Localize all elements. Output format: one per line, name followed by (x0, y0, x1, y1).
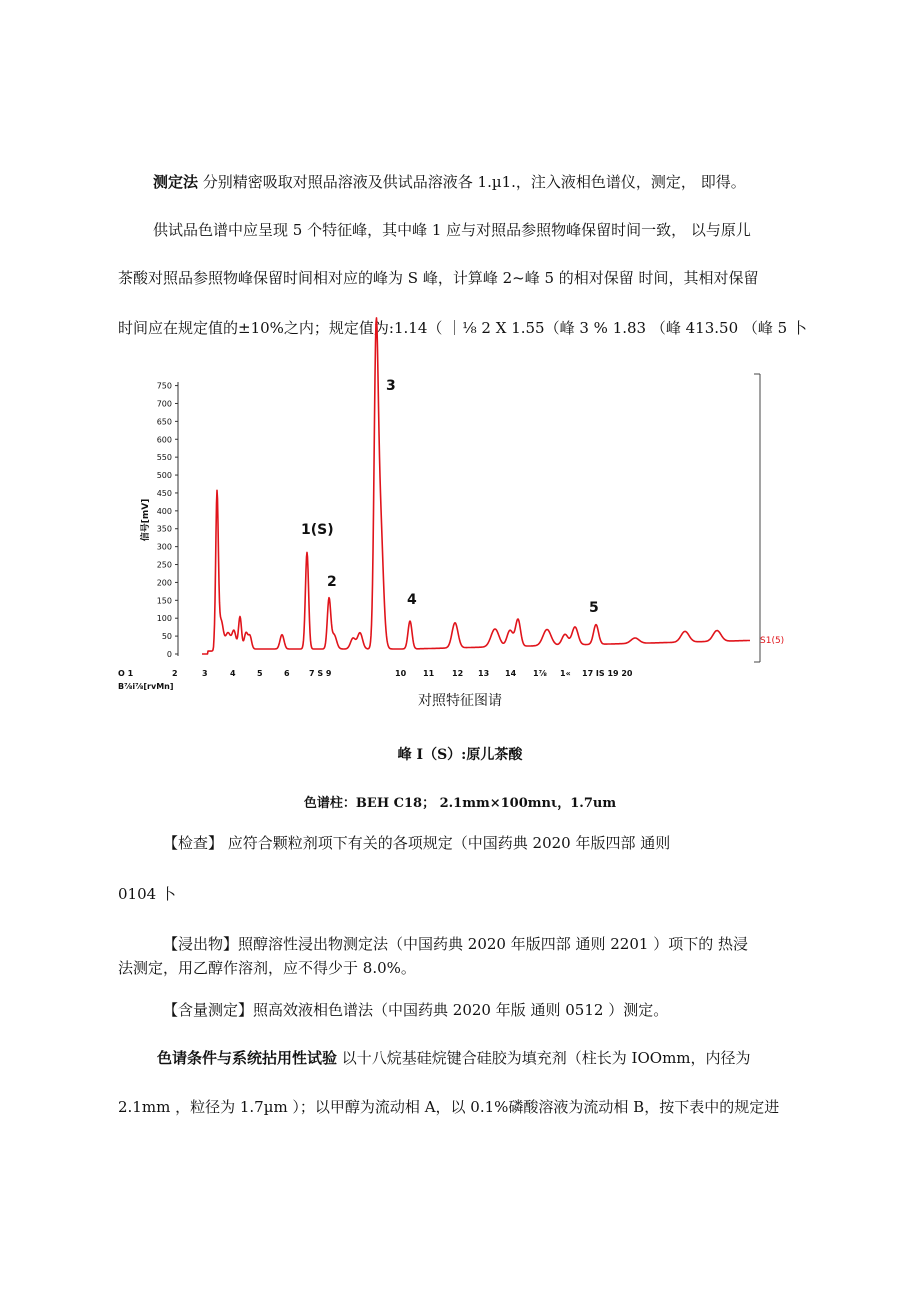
assay-method-paragraph (153, 172, 853, 192)
trace-label: S1(5) (760, 636, 785, 646)
x-tick-label: 1⅞ (533, 669, 547, 678)
y-tick-label: 500 (156, 471, 172, 481)
y-tick-label: 650 (156, 417, 172, 427)
chromatogram-trace (202, 318, 750, 654)
fingerprint-text-line-2: 茶酸对照品参照物峰保留时间相对应的峰为 S 峰，计算峰 2~峰 5 的相对保留 时间，其相对保留 (118, 269, 759, 287)
y-tick-label: 700 (156, 399, 172, 409)
inspection-text-line-2: 0104 卜 (118, 885, 176, 903)
chromatographic-conditions-heading: 色请条件与系统拈用性试验 (157, 1049, 338, 1067)
x-tick-labels (118, 669, 633, 678)
inspection-paragraph (163, 833, 863, 853)
y-tick-label: 550 (156, 453, 172, 463)
y-tick-label: 400 (156, 506, 172, 516)
y-tick-label: 150 (156, 596, 172, 606)
peak-label-5: 5 (589, 600, 599, 616)
y-tick-label: 50 (161, 632, 172, 642)
inspection-text: 应符合颗粒剂项下有关的各项规定（中国药典 2020 年版四部 通则 (223, 834, 671, 852)
x-tick-label: O 1 (118, 669, 134, 678)
extractives-paragraph (163, 934, 863, 954)
x-tick-label: 10 (395, 669, 407, 678)
x-tick-label: 2 (172, 669, 178, 678)
x-tick-label: 14 (505, 669, 517, 678)
x-tick-label: 11 (423, 669, 435, 678)
y-axis-title-group (139, 499, 151, 542)
column-caption: 色谱柱：BEH C18； 2.1mm×100mnι，1.7um (303, 796, 617, 811)
peak-label-3: 3 (386, 378, 396, 394)
x-tick-label: 7 S 9 (309, 669, 332, 678)
y-tick-label: 750 (156, 381, 172, 391)
chromatographic-conditions-text: 以十八烷基硅烷键合硅胶为填充剂（柱长为 IOOmm，内径为 (337, 1049, 751, 1067)
fingerprint-text-line-1: 供试品色谱中应呈现 5 个特征峰，其中峰 1 应与对照品参照物峰保留时间一致， 以与原儿 (153, 221, 751, 239)
y-tick-label: 350 (156, 524, 172, 534)
x-tick-label: 4 (230, 669, 236, 678)
x-tick-label: 6 (284, 669, 290, 678)
y-tick-label: 300 (156, 542, 172, 552)
extractives-text: 照醇溶性浸出物测定法（中国药典 2020 年版四部 通则 2201 ）项下的 热浸 (238, 935, 748, 953)
y-tick-label: 450 (156, 488, 172, 498)
chart-title: 对照特征图请 (418, 693, 502, 709)
extractives-heading: 【浸出物】 (163, 935, 239, 953)
x-tick-label: 1« (560, 669, 571, 678)
x-tick-label: 13 (478, 669, 490, 678)
assay-method-heading: 测定法 (153, 173, 199, 191)
fingerprint-text-line-3: 时间应在规定值的±10%之内；规定值为:1.14（ ｜⅛ 2 X 1.55（峰 3 % 1.83 （峰 413.50 （峰 5 卜 (118, 319, 807, 337)
chromatographic-conditions-line-2: 2.1mm ，粒径为 1.7µm ）；以甲醇为流动相 A，以 0.1%磷酸溶液为流动相 B，按下表中的规定进 (118, 1098, 780, 1116)
assay-method-text: 分别精密吸取对照品溶液及供试品溶液各 1.µ1.，注入液相色谱仪，测定， 即得。 (198, 173, 746, 191)
content-assay-paragraph (163, 1000, 863, 1020)
y-tick-label: 250 (156, 560, 172, 570)
content-assay-heading: 【含量测定】 (163, 1001, 254, 1019)
peak-1-caption: 峰 I（S）:原儿茶酸 (397, 747, 523, 763)
x-tick-label: 5 (257, 669, 263, 678)
y-tick-label: 0 (166, 650, 172, 659)
peak-label-1: 1(S) (301, 522, 334, 538)
inspection-heading: 【检查】 (163, 834, 224, 852)
y-tick-label: 600 (156, 435, 172, 445)
y-axis (157, 382, 178, 659)
chromatographic-conditions-paragraph (157, 1048, 857, 1068)
x-tick-label: 12 (452, 669, 464, 678)
x-axis-label: B⅞i⅞[rvMn] (118, 682, 174, 691)
peak-labels (301, 378, 599, 616)
x-tick-label: 3 (202, 669, 208, 678)
x-tick-label: 17 IS 19 20 (582, 669, 633, 678)
peak-label-2: 2 (327, 574, 337, 590)
chromatogram-chart (110, 372, 785, 690)
y-axis-title: 信号[mV] (141, 498, 151, 542)
extractives-text-line-2: 法测定，用乙醇作溶剂，应不得少于 8.0%。 (118, 959, 416, 977)
y-tick-label: 200 (156, 578, 172, 588)
content-assay-text: 照高效液相色谱法（中国药典 2020 年版 通则 0512 ）测定。 (253, 1001, 669, 1019)
peak-label-4: 4 (407, 592, 417, 608)
y-tick-label: 100 (156, 614, 172, 624)
